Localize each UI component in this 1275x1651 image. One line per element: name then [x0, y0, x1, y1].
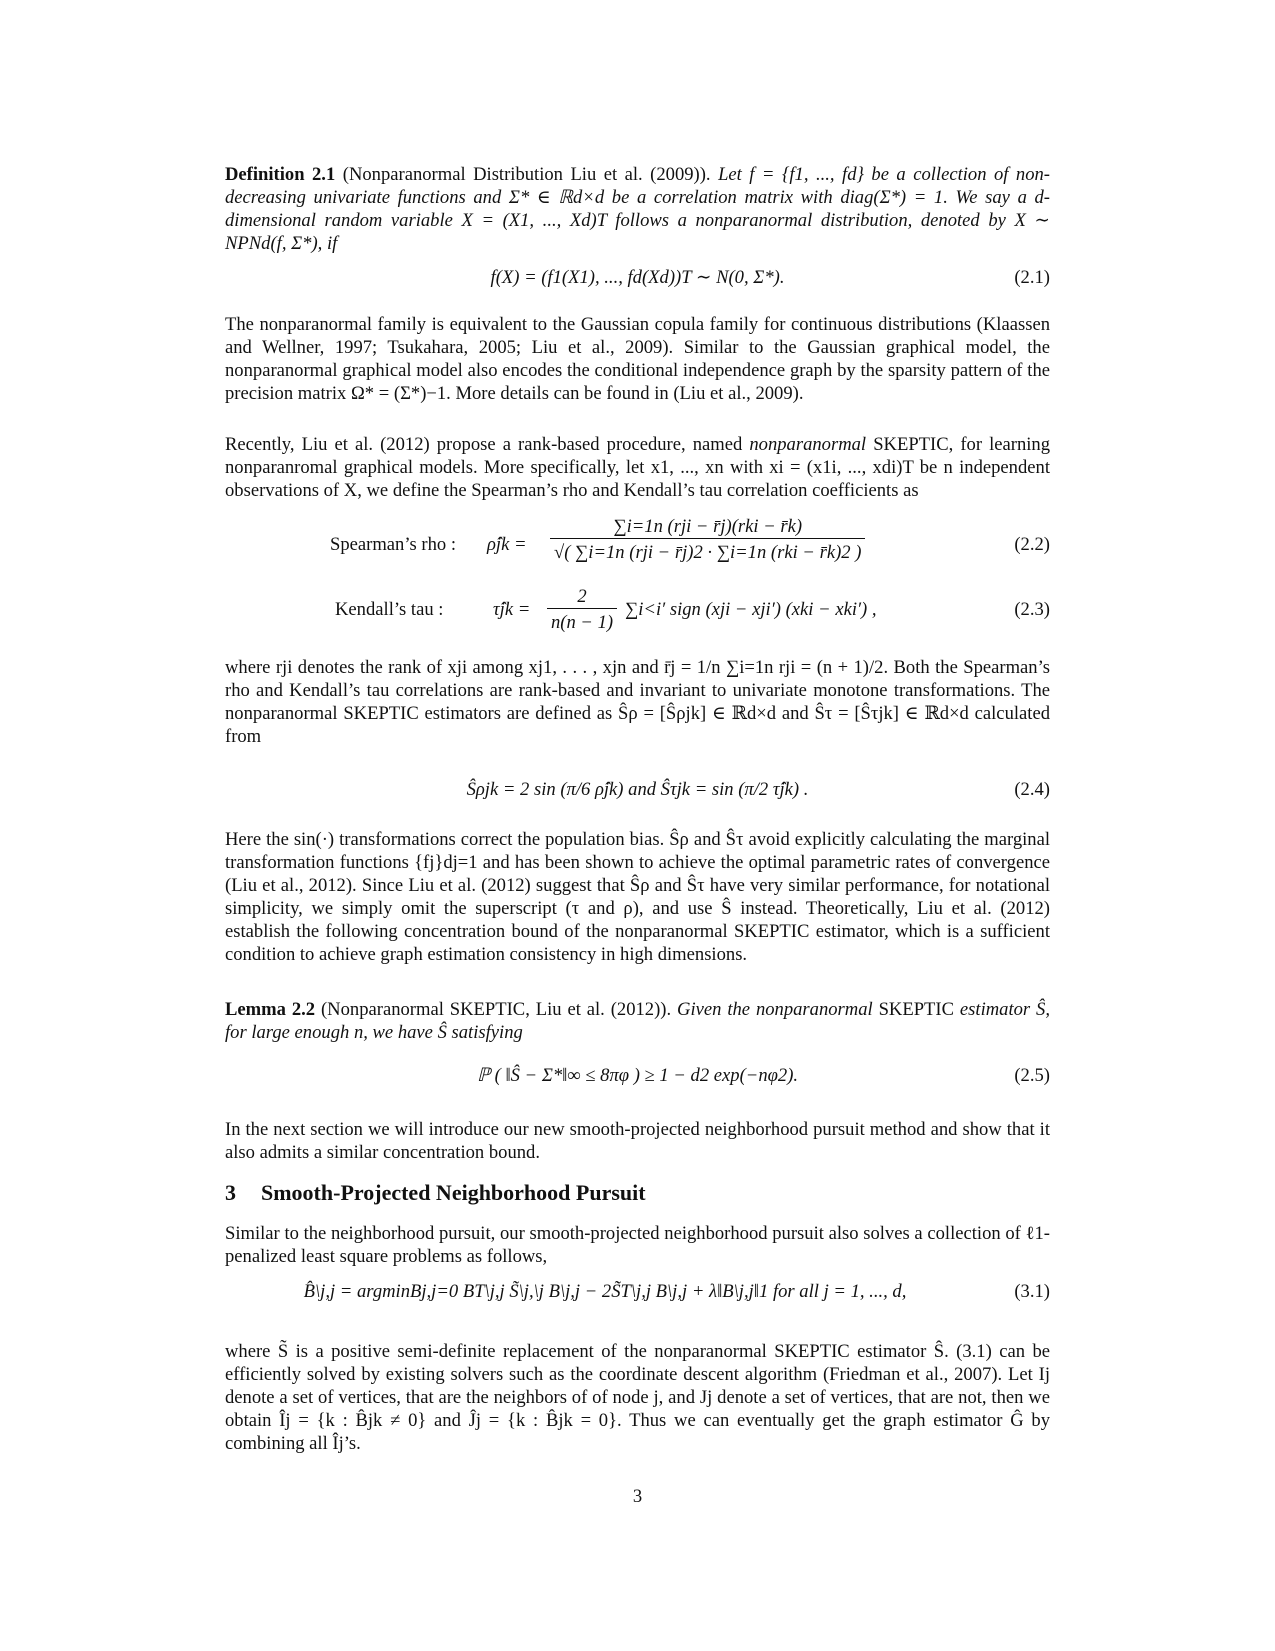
- paragraph-text-b: estimator Ŝ. (3.1) can be efficiently solved by existing solvers such as the coordinate descent algorithm (Friedman et al., 2007). Let Ij denote a set of vertices, that are the neighbors of of node j, and Jj denote a set of vertices, that are not, then we obtain Îj = {k : B̂jk ≠ 0} and Ĵj = {k : B̂jk = 0}. Thus we can eventually get the graph estimator Ĝ by combining all Îj’s.: [225, 1341, 1050, 1454]
- skeptic-term: SKEPTIC: [878, 999, 955, 1020]
- section-number: 3: [225, 1180, 236, 1205]
- equation-2-2: [225, 515, 1050, 585]
- paragraph-text-a: where rji denotes the rank of xji among xj1, . . . , xjn and r̄j = 1/n ∑i=1n rji = (n + 1)/2. Both the Spearman’s rho and Kendall’s tau correlations are rank-based and invariant to univariate monotone transformations. The nonparanormal: [225, 657, 1050, 724]
- paragraph-text-a: Recently, Liu et al. (2012) propose a rank-based procedure, named: [225, 434, 750, 455]
- equation-2-1: [225, 266, 1050, 290]
- paragraph-psd-replacement: [225, 1340, 1050, 1455]
- equation-number: (2.5): [1014, 1065, 1050, 1086]
- paragraph-text-a: where S̃ is a positive semi-definite replacement of the nonparanormal: [225, 1341, 775, 1362]
- paragraph-lasso-intro: [225, 1222, 1050, 1268]
- paragraph-rank: [225, 656, 1050, 748]
- equation-body: ℙ ( ‖Ŝ − Σ*‖∞ ≤ 8πφ ) ≥ 1 − d2 exp(−nφ2).: [476, 1065, 799, 1086]
- equation-body: Ŝρjk = 2 sin (π/6 ρ̂jk) and Ŝτjk = sin (π/2 τ̂jk) .: [466, 779, 809, 800]
- paragraph-emph: nonparanormal: [749, 434, 867, 455]
- paragraph-text: Similar to the neighborhood pursuit, our smooth-projected neighborhood pursuit also solves a collection of ℓ1-penalized least square problems as follows,: [225, 1223, 1050, 1267]
- skeptic-term: SKEPTIC: [873, 434, 949, 455]
- section-title: Smooth-Projected Neighborhood Pursuit: [261, 1180, 646, 1205]
- fraction-numerator: 2: [577, 586, 587, 607]
- equation-number: (2.4): [1014, 779, 1050, 800]
- equation-3-1: [225, 1280, 1050, 1320]
- fraction-numerator: ∑i=1n (rji − r̄j)(rki − r̄k): [613, 516, 803, 537]
- equation-2-4: [225, 778, 1050, 808]
- equation-lhs: τ̂jk =: [493, 599, 531, 620]
- page-number: 3: [632, 1486, 643, 1507]
- equation-rest: ∑i<i′ sign (xji − xji′) (xki − xki′) ,: [625, 599, 877, 620]
- lemma-text-b: estimator Ŝ, for large enough n, we have Ŝ satisfying: [225, 999, 1050, 1043]
- definition-text: Let f = {f1, ..., fd} be a collection of non-decreasing univariate functions and Σ* ∈ ℝd×d be a correlation matrix with diag(Σ*) = 1. We say a d-dimensional random variable X = (X1, ..., Xd)T follows a nonparanormal distribution, denoted by X ∼ NPNd(f, Σ*), if: [225, 164, 1051, 254]
- lemma-source-b: , Liu et al. (2012)).: [525, 999, 672, 1020]
- equation-label: Kendall’s tau :: [335, 599, 444, 620]
- equation-body: B̂\j,j = argminBj,j=0 BT\j,j S̃\j,\j B\j,j − 2S̃T\j,j B\j,j + λ‖B\j,j‖1 for all j = 1, ..., d,: [303, 1281, 907, 1302]
- definition-block: [225, 163, 1050, 255]
- equation-number: (3.1): [1014, 1281, 1050, 1302]
- paragraph-next-section: [225, 1118, 1050, 1164]
- skeptic-term: SKEPTIC: [449, 999, 526, 1020]
- lemma-block: [225, 998, 1050, 1044]
- section-heading: [225, 1180, 646, 1206]
- equation-number: (2.3): [1014, 599, 1050, 620]
- equation-2-5: [225, 1064, 1050, 1090]
- paragraph-text-b: estimator, which is a sufficient condition to achieve graph estimation consistency in high dimensions.: [225, 921, 1050, 965]
- equation-body: f(X) = (f1(X1), ..., fd(Xd))T ∼ N(0, Σ*).: [490, 267, 785, 288]
- skeptic-term: SKEPTIC: [343, 703, 419, 724]
- lemma-source-a: (Nonparanormal: [320, 999, 450, 1020]
- paragraph-text-b: , for learning nonparanromal graphical models. More specifically, let x1, ..., xn with xi = (x1i, ..., xdi)T be n independent observations of X, we define the Spearman’s rho and Kendall’s tau correlation coefficients as: [225, 434, 1051, 501]
- fraction-denominator: √( ∑i=1n (rji − r̄j)2 · ∑i=1n (rki − r̄k)2 ): [550, 538, 865, 564]
- fraction-denominator: n(n − 1): [547, 608, 617, 634]
- paragraph-text-a: Here the sin(·) transformations correct the population bias. Ŝρ and Ŝτ avoid explicitly calculating the marginal transformation functions {fj}dj=1 and has been shown to achieve the optimal parametric rates of convergence (Liu et al., 2012). Since Liu et al. (2012) suggest that Ŝρ and Ŝτ have very similar performance, for notational simplicity, we simply omit the superscript (τ and ρ), and use Ŝ instead. Theoretically, Liu et al. (2012) establish the following concentration bound of the nonparanormal: [225, 829, 1050, 942]
- equation-fraction: [547, 585, 617, 634]
- lemma-text-a: Given the nonparanormal: [677, 999, 879, 1020]
- lemma-label: Lemma 2.2: [225, 999, 316, 1020]
- equation-label: Spearman’s rho :: [330, 534, 456, 555]
- equation-2-3: [225, 585, 1050, 645]
- equation-number: (2.1): [1014, 267, 1050, 288]
- paragraph-text-b: estimators are defined as Ŝρ = [Ŝρjk] ∈ ℝd×d and Ŝτ = [Ŝτjk] ∈ ℝd×d calculated from: [225, 703, 1050, 747]
- definition-label: Definition 2.1: [225, 164, 336, 185]
- equation-fraction: [550, 515, 865, 564]
- equation-number: (2.2): [1014, 534, 1050, 555]
- paragraph-copula: [225, 313, 1050, 405]
- paragraph-text: In the next section we will introduce our new smooth-projected neighborhood pursuit method and show that it also admits a similar concentration bound.: [225, 1119, 1050, 1163]
- paragraph-sin-transform: [225, 828, 1050, 966]
- skeptic-term: SKEPTIC: [733, 921, 810, 942]
- skeptic-term: SKEPTIC: [774, 1341, 850, 1362]
- equation-lhs: ρ̂jk =: [487, 534, 527, 555]
- paragraph-skeptic-intro: [225, 433, 1050, 502]
- paragraph-text: The nonparanormal family is equivalent to the Gaussian copula family for continuous distributions (Klaassen and Wellner, 1997; Tsukahara, 2005; Liu et al., 2009). Similar to the Gaussian graphical model, the nonparanormal graphical model also encodes the conditional independence graph by the sparsity pattern of the precision matrix Ω* = (Σ*)−1. More details can be found in (Liu et al., 2009).: [225, 314, 1050, 404]
- definition-source: (Nonparanormal Distribution Liu et al. (2009)).: [342, 164, 711, 185]
